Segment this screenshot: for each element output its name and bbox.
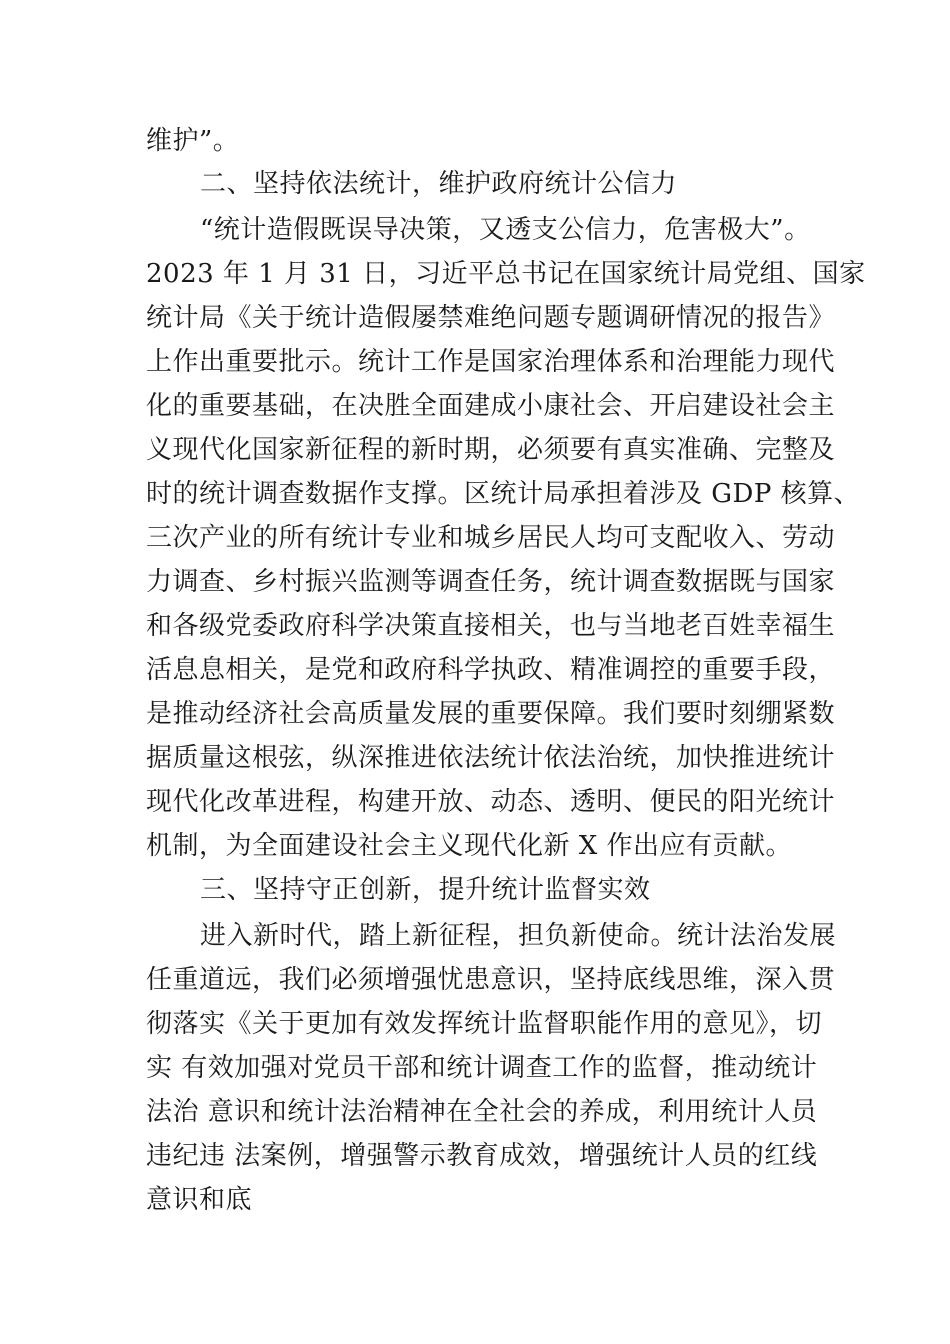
text-line: 统计局《关于统计造假屡禁难绝问题专题调研情况的报告》: [146, 303, 836, 333]
text-line: 彻落实《关于更加有效发挥统计监督职能作用的意见》，切: [146, 1009, 823, 1039]
text-line: 意识和底: [146, 1185, 253, 1215]
text-line: 化的重要基础，在决胜全面建成小康社会、开启建设社会主: [146, 391, 836, 421]
text-line: 据质量这根弦，纵深推进依法统计依法治统，加快推进统计: [146, 743, 836, 773]
section-heading: 二、坚持依法统计，维护政府统计公信力: [200, 169, 678, 199]
text-line: 法治 意识和统计法治精神在全社会的养成，利用统计人员: [146, 1097, 818, 1127]
section-heading: 三、坚持守正创新，提升统计监督实效: [200, 875, 651, 905]
text-line: 力调查、乡村振兴监测等调查任务，统计调查数据既与国家: [146, 567, 836, 597]
text-line: 和各级党委政府科学决策直接相关，也与当地老百姓幸福生: [146, 611, 836, 641]
text-line: 实 有效加强对党员干部和统计调查工作的监督，推动统计: [146, 1053, 818, 1083]
text-line: 活息息相关，是党和政府科学执政、精准调控的重要手段，: [146, 655, 836, 685]
text-line: 维护”。: [146, 126, 240, 156]
text-line: 进入新时代，踏上新征程，担负新使命。统计法治发展: [200, 921, 837, 951]
text-line: 违纪违 法案例，增强警示教育成效，增强统计人员的红线: [146, 1141, 818, 1171]
text-line: 义现代化国家新征程的新时期，必须要有真实准确、完整及: [146, 435, 836, 465]
text-line: 三次产业的所有统计专业和城乡居民人均可支配收入、劳动: [146, 523, 836, 553]
text-line: 现代化改革进程，构建开放、动态、透明、便民的阳光统计: [146, 787, 836, 817]
text-line: 任重道远，我们必须增强忧患意识，坚持底线思维，深入贯: [146, 965, 836, 995]
text-line: 2023 年 1 月 31 日，习近平总书记在国家统计局党组、国家: [146, 259, 866, 289]
text-line: “统计造假既误导决策，又透支公信力，危害极大”。: [200, 215, 811, 245]
text-line: 机制，为全面建设社会主义现代化新 X 作出应有贡献。: [146, 831, 793, 861]
text-line: 是推动经济社会高质量发展的重要保障。我们要时刻绷紧数: [146, 699, 836, 729]
text-line: 上作出重要批示。统计工作是国家治理体系和治理能力现代: [146, 347, 836, 377]
text-line: 时的统计调查数据作支撑。区统计局承担着涉及 GDP 核算、: [146, 479, 861, 509]
